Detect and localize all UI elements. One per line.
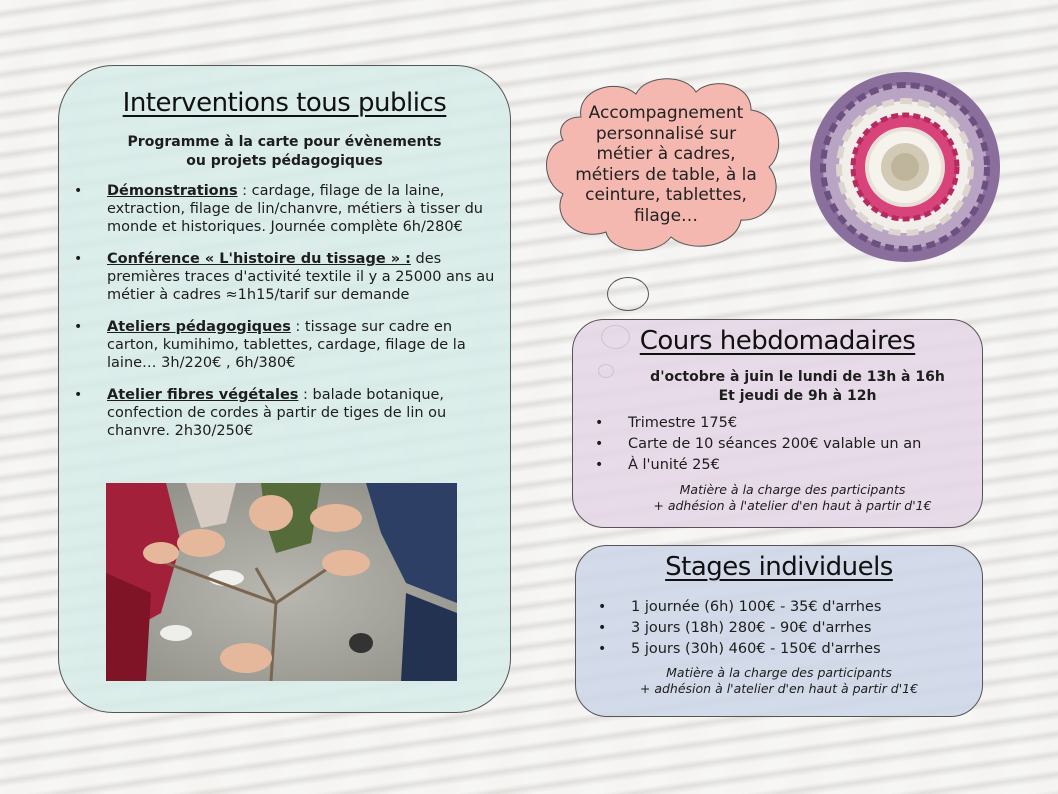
list-item	[107, 250, 499, 304]
list-item	[107, 386, 499, 440]
cours-price-list	[628, 413, 968, 476]
item-text: : balade botanique, confection de cordes à partir de tiges de lin ou chanvre. 2h30/250€	[107, 387, 447, 439]
stages-price-list	[631, 597, 971, 660]
item-heading: Conférence « L'histoire du tissage » :	[107, 251, 411, 267]
interventions-list	[107, 182, 499, 454]
thought-bubble-large	[607, 277, 649, 311]
list-item: • À l'unité 25€	[628, 455, 968, 476]
list-item: • 1 journée (6h) 100€ - 35€ d'arrhes	[631, 597, 971, 618]
list-item: • 3 jours (18h) 280€ - 90€ d'arrhes	[631, 618, 971, 639]
list-item	[107, 182, 499, 236]
note-line-1: Matière à la charge des participants	[666, 665, 892, 680]
schedule-line-2: Et jeudi de 9h à 12h	[718, 388, 877, 404]
cloud-text: Accompagnement personnalisé sur métier à cadres, métiers de table, à la ceinture, tablettes, filage…	[575, 103, 757, 226]
stages-panel	[575, 545, 983, 717]
stages-note	[576, 665, 982, 697]
list-item: • Carte de 10 séances 200€ valable un an	[628, 434, 968, 455]
cours-note	[603, 482, 982, 514]
subtitle-line-2: ou projets pédagogiques	[186, 153, 383, 169]
list-item: • Trimestre 175€	[628, 413, 968, 434]
stages-title: Stages individuels	[665, 552, 893, 582]
interventions-subtitle	[59, 133, 510, 171]
item-heading: Ateliers pédagogiques	[107, 319, 291, 335]
cours-schedule	[613, 368, 982, 406]
schedule-line-1: d'octobre à juin le lundi de 13h à 16h	[650, 369, 945, 385]
item-text: : cardage, filage de la laine, extraction, filage de lin/chanvre, métiers à tisser du monde et historiques. Journée complète 6h/280€	[107, 183, 484, 235]
list-item	[107, 318, 499, 372]
cours-panel	[572, 319, 983, 528]
note-line-2: + adhésion à l'atelier d'en haut à partir d'1€	[639, 681, 919, 696]
photo-illustration	[106, 483, 457, 681]
list-item: • 5 jours (30h) 460€ - 150€ d'arrhes	[631, 639, 971, 660]
item-text: : tissage sur cadre en carton, kumihimo, tablettes, cardage, filage de la laine… 3h/220€ , 6h/380€	[107, 319, 466, 371]
note-line-2: + adhésion à l'atelier d'en haut à partir d'1€	[653, 498, 932, 513]
woven-circle-image	[808, 70, 1002, 264]
interventions-title: Interventions tous publics	[122, 88, 447, 118]
subtitle-line-1: Programme à la carte pour évènements	[127, 134, 442, 150]
cours-title: Cours hebdomadaires	[639, 326, 916, 356]
note-line-1: Matière à la charge des participants	[679, 482, 906, 497]
item-heading: Démonstrations	[107, 183, 238, 199]
item-text: des premières traces d'activité textile il y a 25000 ans au métier à cadres ≈1h15/tarif sur demande	[107, 251, 495, 303]
item-heading: Atelier fibres végétales	[107, 387, 299, 403]
hands-cord-photo	[106, 483, 457, 681]
